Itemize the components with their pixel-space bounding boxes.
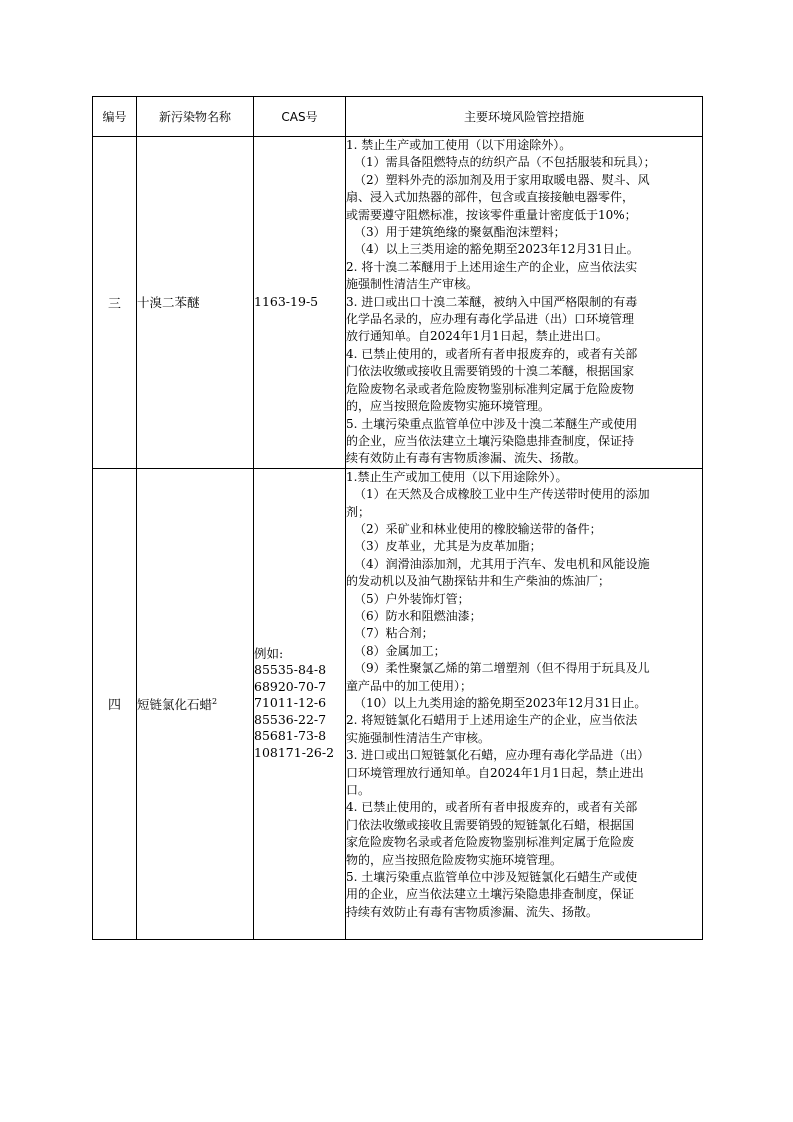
- measure-line: 口。: [346, 783, 371, 798]
- measure-line: （3）用于建筑绝缘的聚氨酯泡沫塑料；: [354, 225, 566, 240]
- measure-line: （5）户外装饰灯管；: [354, 591, 470, 606]
- measure-line: 门依法收缴或接收且需要销毁的十溴二苯醚，根据国家: [346, 364, 635, 379]
- cas-number-cell: [254, 137, 346, 469]
- measure-line: 剂；: [346, 504, 371, 519]
- measure-line: 4. 已禁止使用的，或者所有者申报废弃的，或者有关部: [346, 800, 638, 815]
- measure-line: 4. 已禁止使用的，或者所有者申报废弃的，或者有关部: [346, 346, 638, 361]
- cas-number: 71011-12-6: [254, 695, 327, 711]
- table-row: [93, 468, 703, 939]
- cas-number-cell: [254, 468, 346, 939]
- measure-line: （1）在天然及合成橡胶工业中生产传送带时使用的添加: [354, 487, 650, 502]
- measure-line: （2）塑料外壳的添加剂及用于家用取暖电器、熨斗、风: [354, 172, 650, 187]
- header-control-measures: 主要环境风险管控措施: [346, 97, 703, 137]
- pollutant-name-text: 短链氯化石蜡: [137, 696, 213, 712]
- measure-line: 持续有效防止有毒有害物质渗漏、流失、扬散。: [346, 904, 599, 919]
- measure-line: 施强制性清洁生产审核。: [346, 277, 479, 292]
- measure-line: （4）润滑油添加剂，尤其用于汽车、发电机和风能设施: [354, 556, 650, 571]
- measure-line: 1.禁止生产或加工使用（以下用途除外）。: [346, 469, 568, 484]
- pollutant-control-table: [92, 96, 703, 940]
- pollutant-name-text: 十溴二苯醚: [137, 295, 200, 311]
- measure-line: （1）需具备阻燃特点的纺织产品（不包括服装和玩具）；: [354, 155, 656, 170]
- control-measures-cell: [346, 468, 703, 939]
- measure-line: 家危险废物名录或者危险废物鉴别标准判定属于危险废: [346, 835, 635, 850]
- measure-line: 5. 土壤污染重点监管单位中涉及短链氯化石蜡生产或使: [346, 870, 638, 885]
- measure-line: 实施强制性清洁生产审核。: [346, 730, 491, 745]
- measure-line: 口环境管理放行通知单。自2024年1月1日起，禁止进出: [346, 765, 644, 780]
- measure-line: 2. 将短链氯化石蜡用于上述用途生产的企业，应当依法: [346, 713, 638, 728]
- pollutant-name: [137, 468, 254, 939]
- header-index: 编号: [93, 97, 137, 137]
- cas-number: 1163-19-5: [254, 294, 319, 310]
- measure-line: （4）以上三类用途的豁免期至2023年12月31日止。: [354, 242, 639, 257]
- measure-line: （3）皮革业，尤其是为皮革加脂；: [354, 539, 542, 554]
- footnote-marker: 2: [212, 696, 218, 706]
- measure-line: 5. 土壤污染重点监管单位中涉及十溴二苯醚生产或使用: [346, 416, 638, 431]
- measure-line: 的企业，应当依法建立土壤污染隐患排查制度，保证持: [346, 433, 635, 448]
- measure-line: （2）采矿业和林业使用的橡胶输送带的备件；: [354, 521, 602, 536]
- row-index: 四: [93, 468, 137, 939]
- measure-line: （6）防水和阻燃油漆；: [354, 608, 482, 623]
- measure-line: （10）以上九类用途的豁免期至2023年12月31日止。: [354, 696, 647, 710]
- cas-number: 68920-70-7: [254, 678, 327, 694]
- measure-line: （7）粘合剂；: [354, 626, 434, 641]
- cas-number: 85535-84-8: [254, 662, 327, 678]
- cas-number: 例如:: [254, 645, 284, 661]
- measure-line: （9）柔性聚氯乙烯的第二增塑剂（但不得用于玩具及儿: [354, 661, 650, 676]
- measure-line: 用的企业，应当依法建立土壤污染隐患排查制度，保证: [346, 887, 635, 902]
- pollutant-name: [137, 137, 254, 469]
- measure-line: 续有效防止有毒有害物质渗漏、流失、扬散。: [346, 451, 587, 466]
- measure-line: 物的，应当按照危险废物实施环境管理。: [346, 852, 563, 867]
- row-index: 三: [93, 137, 137, 469]
- cas-number: 85536-22-7: [254, 711, 327, 727]
- cas-number: 108171-26-2: [254, 744, 335, 760]
- header-pollutant-name: 新污染物名称: [137, 97, 254, 137]
- measure-line: 化学品名录的，应办理有毒化学品进（出）口环境管理: [346, 312, 635, 327]
- measure-line: （8）金属加工；: [354, 643, 446, 658]
- measure-line: 的，应当按照危险废物实施环境管理。: [346, 399, 551, 414]
- measure-line: 或需要遵守阻燃标准，按该零件重量计密度低于10%；: [346, 207, 637, 222]
- measure-line: 3. 进口或出口短链氯化石蜡，应办理有毒化学品进（出）: [346, 748, 650, 763]
- control-measures-cell: [346, 137, 703, 469]
- measure-line: 3. 进口或出口十溴二苯醚，被纳入中国严格限制的有毒: [346, 294, 638, 309]
- measure-line: 放行通知单。自2024年1月1日起，禁止进出口。: [346, 329, 608, 344]
- measure-line: 危险废物名录或者危险废物鉴别标准判定属于危险废物: [346, 381, 635, 396]
- measure-line: 门依法收缴或接收且需要销毁的短链氯化石蜡，根据国: [346, 817, 635, 832]
- measure-line: 2. 将十溴二苯醚用于上述用途生产的企业，应当依法实: [346, 259, 638, 274]
- table-header-row: [93, 97, 703, 137]
- measure-line: 的发动机以及油气勘探钻井和生产柴油的炼油厂；: [346, 574, 611, 589]
- table-row: [93, 137, 703, 469]
- cas-number: 85681-73-8: [254, 728, 327, 744]
- measure-line: 扇、浸入式加热器的部件，包含或直接接触电器零件，: [346, 190, 635, 205]
- header-cas-number: CAS号: [254, 97, 346, 137]
- measure-line: 童产品中的加工使用）；: [346, 678, 473, 693]
- measure-line: 1. 禁止生产或加工使用（以下用途除外）。: [346, 138, 572, 152]
